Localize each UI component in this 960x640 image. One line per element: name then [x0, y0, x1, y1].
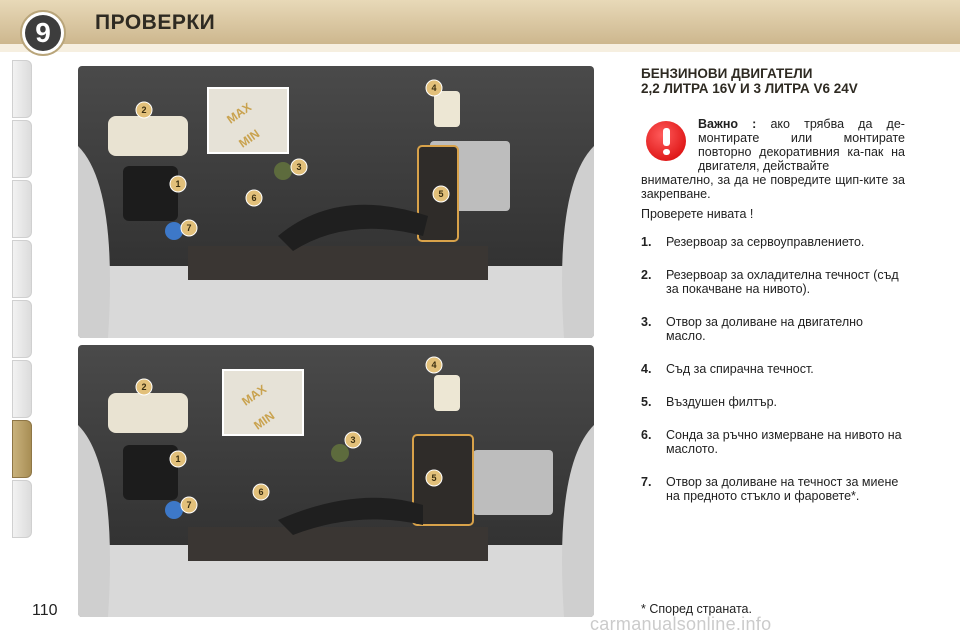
callout-3b: 3 [350, 435, 356, 445]
engine-photo-1 [78, 66, 594, 338]
item-text: Резервоар за охладителна течност (съд за покачване на нивото). [666, 268, 899, 296]
warning-text-2: внимателно, за да не повредите щип-ките за закрепване. [641, 173, 905, 201]
section-title-line-2: 2,2 ЛИТРА 16V И 3 ЛИТРА V6 24V [641, 81, 858, 96]
check-levels-text: Проверете нивата ! [641, 207, 754, 221]
page-number: 110 [32, 602, 58, 619]
list-item [641, 362, 905, 376]
list-item [641, 428, 905, 456]
item-number: 2. [641, 268, 652, 282]
max-label: MAX [224, 99, 255, 127]
callout-4b: 4 [431, 360, 437, 370]
items-list [641, 235, 905, 503]
list-item [641, 315, 905, 343]
callout-5b: 5 [431, 473, 437, 483]
warning-label: Важно : [698, 117, 757, 131]
item-number: 3. [641, 315, 652, 329]
warning-text-1: ако трябва да де-монтирате или монтирате повторно декоративния ка-пак на двигателя, действайте [698, 117, 905, 173]
callout-7: 7 [186, 223, 192, 233]
callout-1: 1 [175, 179, 181, 189]
item-text: Отвор за доливане на двигателно масло. [666, 315, 863, 343]
warning-block [641, 117, 905, 201]
chapter-tabs [12, 60, 34, 540]
chapter-tab-2[interactable] [12, 120, 32, 178]
min-label-2: MIN [251, 408, 278, 433]
chapter-tab-6[interactable] [12, 360, 32, 418]
callout-3: 3 [296, 162, 302, 172]
chapter-tab-4[interactable] [12, 240, 32, 298]
item-number: 6. [641, 428, 652, 442]
callout-1b: 1 [175, 454, 181, 464]
callout-4: 4 [431, 83, 437, 93]
list-item [641, 475, 905, 503]
header-divider [0, 44, 960, 52]
callout-2b: 2 [141, 382, 147, 392]
max-label-2: MAX [239, 381, 270, 409]
engine-bay-illustration-2 [78, 345, 594, 617]
chapter-tab-9-active[interactable] [12, 420, 32, 478]
engine-photo-2 [78, 345, 594, 617]
engine-bay-illustration-1 [78, 66, 594, 338]
chapter-tab-8[interactable] [12, 480, 32, 538]
item-text: Сонда за ръчно измерване на нивото на маслото. [666, 428, 902, 456]
item-number: 4. [641, 362, 652, 376]
item-number: 5. [641, 395, 652, 409]
item-text: Отвор за доливане на течност за миене на предното стъкло и фаровете*. [666, 475, 899, 503]
item-number: 7. [641, 475, 652, 489]
text-column [641, 66, 905, 522]
watermark: carmanualsonline.info [590, 614, 772, 634]
list-item [641, 395, 905, 409]
chapter-badge [20, 10, 66, 56]
callout-2: 2 [141, 105, 147, 115]
min-label: MIN [236, 126, 263, 151]
exclamation-circle-icon [646, 121, 686, 161]
callout-6: 6 [251, 193, 257, 203]
item-text: Въздушен филтър. [666, 395, 778, 409]
item-text: Резервоар за сервоуправлението. [666, 235, 865, 249]
section-title-line-1: БЕНЗИНОВИ ДВИГАТЕЛИ [641, 66, 813, 81]
callout-7b: 7 [186, 500, 192, 510]
list-item [641, 235, 905, 249]
chapter-tab-3[interactable] [12, 180, 32, 238]
page-title: ПРОВЕРКИ [95, 11, 216, 34]
item-number: 1. [641, 235, 652, 249]
chapter-number: 9 [25, 15, 61, 51]
callout-5: 5 [438, 189, 444, 199]
list-item [641, 268, 905, 296]
chapter-tab-1[interactable] [12, 60, 32, 118]
callout-6b: 6 [258, 487, 264, 497]
chapter-tab-5[interactable] [12, 300, 32, 358]
footnote: * Според страната. [641, 602, 752, 616]
item-text: Съд за спирачна течност. [666, 362, 814, 376]
